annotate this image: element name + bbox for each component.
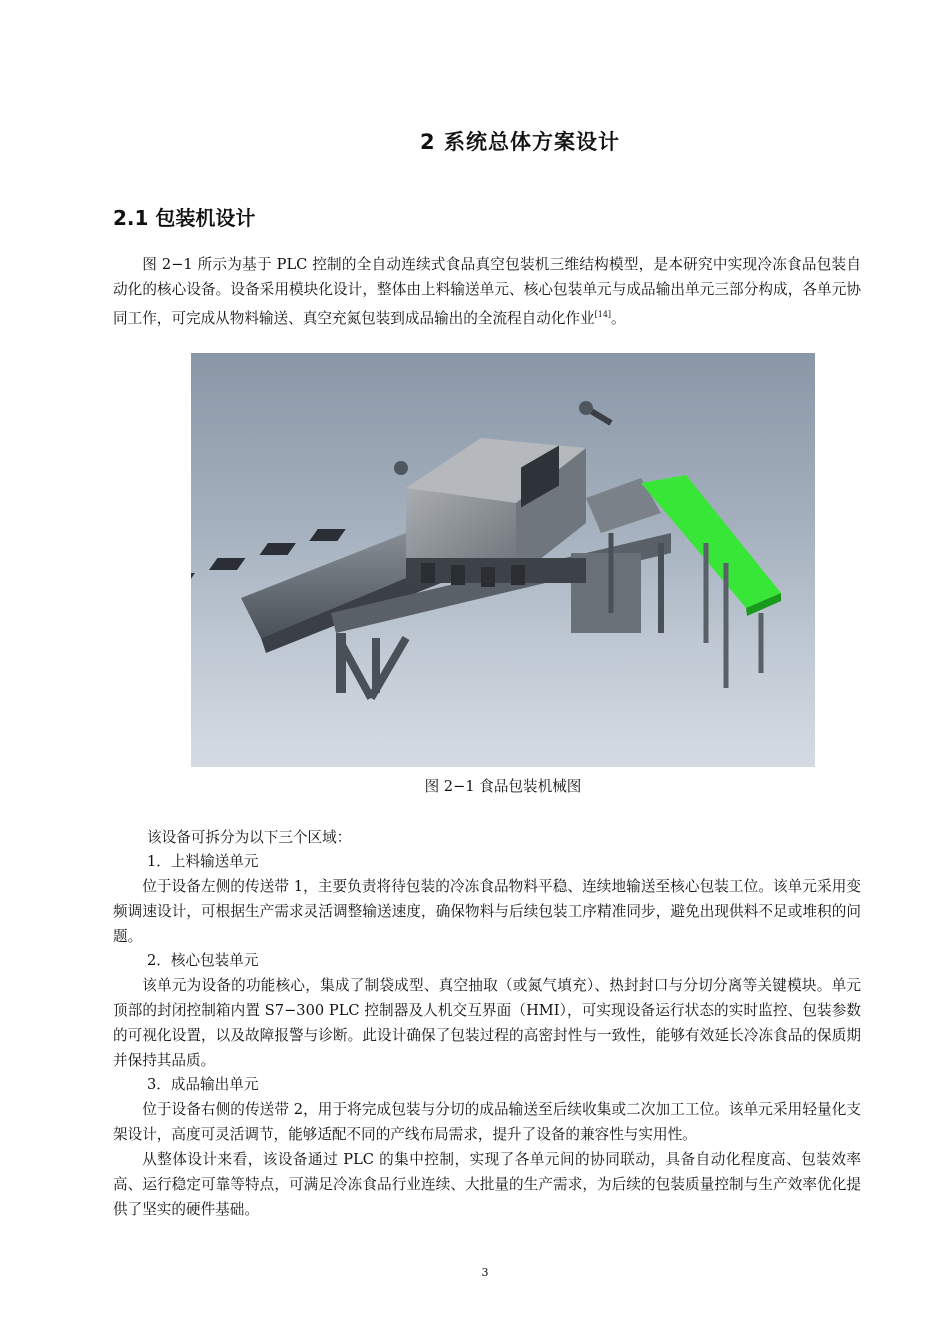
unit1-heading: 1．上料输送单元 [147,853,259,870]
unit3-paragraph: 位于设备右侧的传送带 2，用于将完成包装与分切的成品输送至后续收集或二次加工工位。该单元采用轻量化支架设计，高度可灵活调节，能够适配不同的产线布局需求，提升了设备的兼容性与实用性。 [113,1101,861,1143]
conclusion-paragraph: 从整体设计来看，该设备通过 PLC 的集中控制，实现了各单元间的协同联动，具备自动化程度高、包装效率高、运行稳定可靠等特点，可满足冷冻食品行业连续、大批量的生产需求，为后续的包装质量控制与生产效率优化提供了坚实的硬件基础。 [113,1151,861,1218]
section-title: 2.1 包装机设计 [113,206,256,230]
unit2-heading: 2．核心包装单元 [147,952,259,969]
unit2-paragraph: 该单元为设备的功能核心，集成了制袋成型、真空抽取（或氮气填充）、热封封口与分切分离等关键模块。单元顶部的封闭控制箱内置 S7−300 PLC 控制器及人机交互界面（HMI），可实现设备运行状态的实时监控、包装参数的可视化设置，以及故障报警与诊断。此设计确保了包装过程的高密封性与一致性，能够有效延长冷冻食品的保质期并保持其品质。 [113,977,861,1069]
unit1-paragraph: 位于设备左侧的传送带 1，主要负责将待包装的冷冻食品物料平稳、连续地输送至核心包装工位。该单元采用变频调速设计，可根据生产需求灵活调整输送速度，确保物料与后续包装工序精准同步，避免出现供料不足或堆积的问题。 [113,878,861,945]
intro-paragraph [113,252,861,331]
intro-end: 。 [611,309,626,327]
chapter-title: 2 系统总体方案设计 [420,130,620,154]
citation: [14] [594,310,612,319]
intro-text: 图 2−1 所示为基于 PLC 控制的全自动连续式食品真空包装机三维结构模型，是本研究中实现冷冻食品包装自动化的核心设备。设备采用模块化设计，整体由上料输送单元、核心包装单元与成品输出单元三部分构成，各单元协同工作，可完成从物料输送、真空充氮包装到成品输出的全流程自动化作业 [113,256,861,327]
packaging-machine-illustration [191,353,815,767]
figure-caption: 图 2−1 食品包装机械图 [424,778,582,795]
page-number: 3 [481,1266,489,1279]
areas-intro: 该设备可拆分为以下三个区域： [147,829,352,846]
machine-figure [191,353,815,767]
unit3-heading: 3．成品输出单元 [147,1076,259,1093]
